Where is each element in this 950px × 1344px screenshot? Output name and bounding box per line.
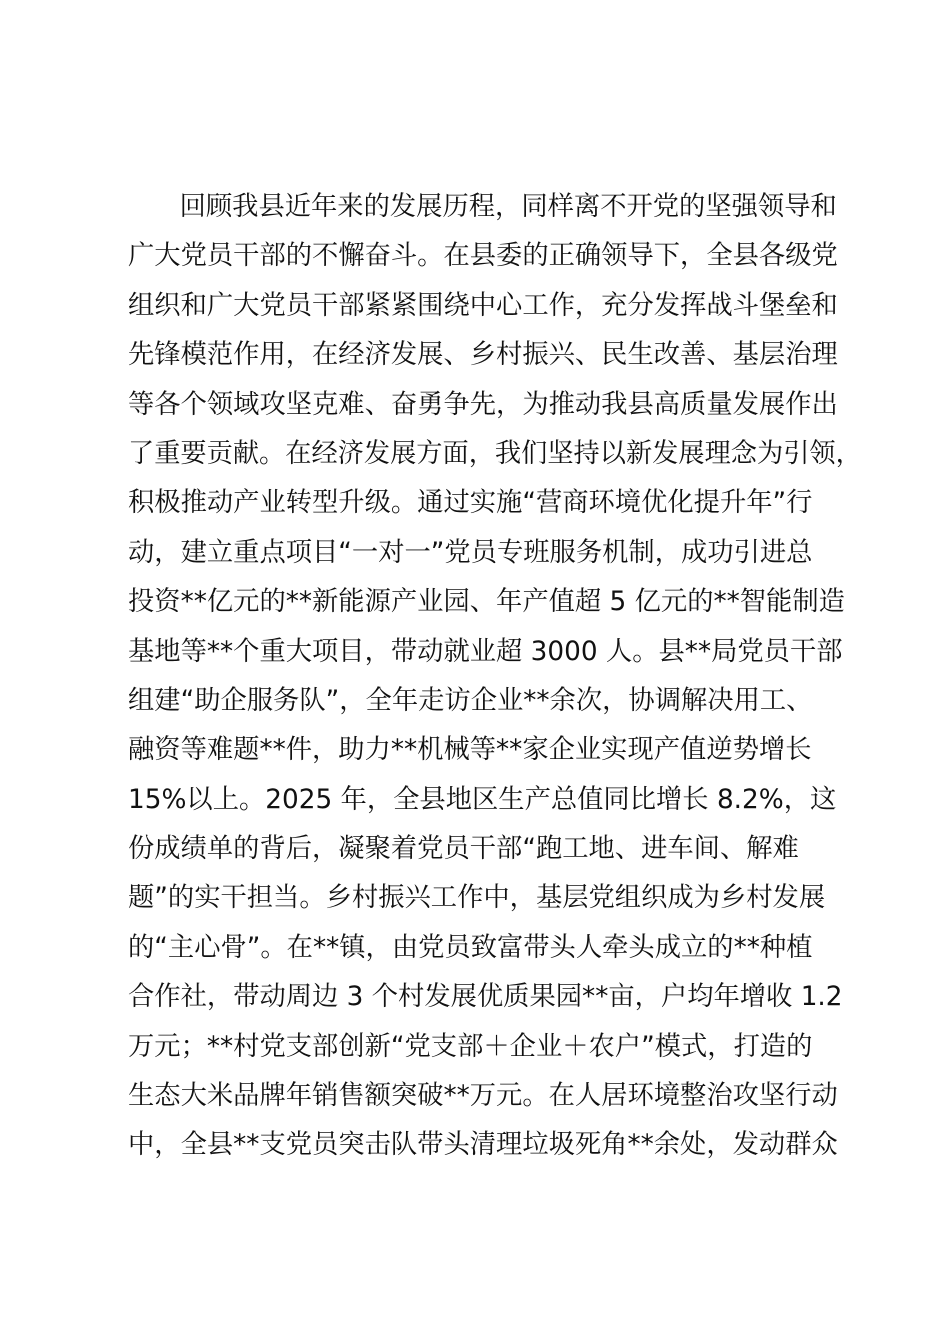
paragraph-line: 积极推动产业转型升级。通过实施“营商环境优化提升年”行 — [128, 487, 813, 519]
paragraph-line: 中，全县**支党员突击队带头清理垃圾死角**余处，发动群众 — [128, 1129, 838, 1161]
paragraph-line: 基地等**个重大项目，带动就业超 3000 人。县**局党员干部 — [128, 635, 843, 667]
paragraph-line: 份成绩单的背后，凝聚着党员干部“跑工地、进车间、解难 — [128, 833, 799, 865]
paragraph-line: 融资等难题**件，助力**机械等**家企业实现产值逆势增长 — [128, 734, 812, 766]
paragraph-line: 的“主心骨”。在**镇，由党员致富带头人牵头成立的**种植 — [128, 931, 813, 963]
paragraph-line: 题”的实干担当。乡村振兴工作中，基层党组织成为乡村发展 — [128, 882, 826, 914]
paragraph-line: 万元；**村党支部创新“党支部＋企业＋农户”模式，打造的 — [128, 1030, 813, 1062]
paragraph-line: 回顾我县近年来的发展历程，同样离不开党的坚强领导和 — [179, 191, 837, 222]
paragraph-line: 先锋模范作用，在经济发展、乡村振兴、民生改善、基层治理 — [128, 339, 838, 371]
paragraph-line: 组建“助企服务队”，全年走访企业**余次，协调解决用工、 — [128, 684, 813, 716]
paragraph-line: 15%以上。2025 年，全县地区生产总值同比增长 8.2%，这 — [128, 783, 837, 815]
paragraph-line: 生态大米品牌年销售额突破**万元。在人居环境整治攻坚行动 — [128, 1080, 838, 1112]
paragraph-line: 合作社，带动周边 3 个村发展优质果园**亩，户均年增收 1.2 — [128, 981, 843, 1013]
paragraph-line: 等各个领域攻坚克难、奋勇争先，为推动我县高质量发展作出 — [128, 388, 838, 420]
paragraph-line: 了重要贡献。在经济发展方面，我们坚持以新发展理念为引领， — [128, 437, 862, 469]
paragraph-line: 动，建立重点项目“一对一”党员专班服务机制，成功引进总 — [128, 536, 813, 568]
body-paragraph — [128, 182, 868, 1170]
paragraph-line: 组织和广大党员干部紧紧围绕中心工作，充分发挥战斗堡垒和 — [128, 289, 838, 321]
paragraph-line: 投资**亿元的**新能源产业园、年产值超 5 亿元的**智能制造 — [128, 586, 845, 618]
paragraph-line: 广大党员干部的不懈奋斗。在县委的正确领导下，全县各级党 — [128, 240, 838, 272]
